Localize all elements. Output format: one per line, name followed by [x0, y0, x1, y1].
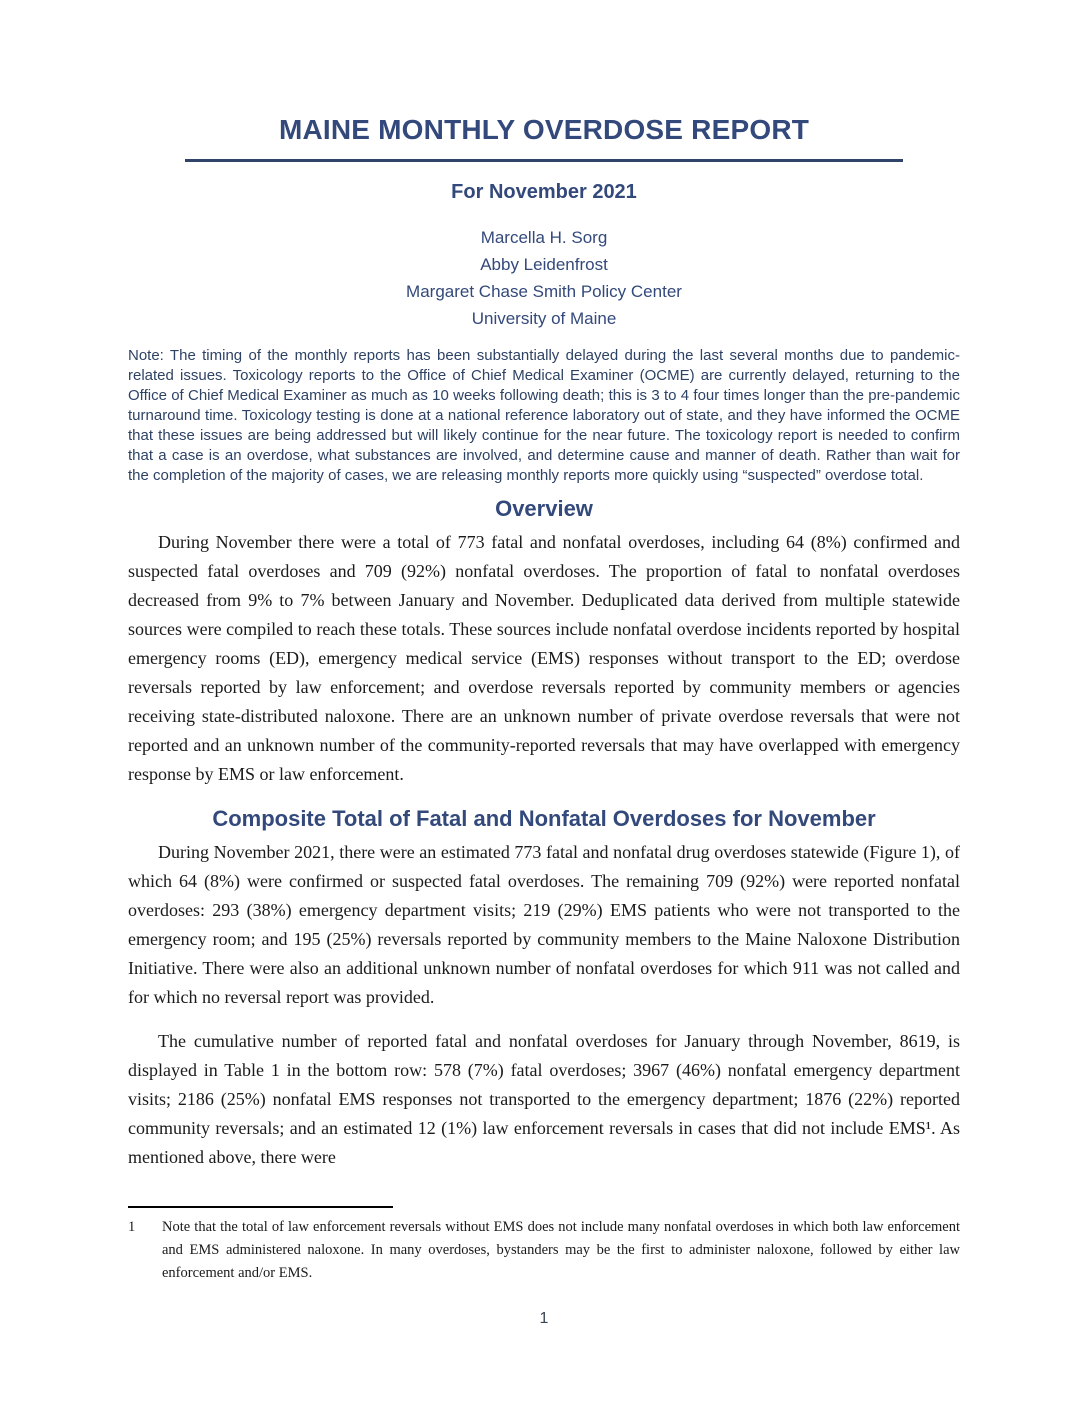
author-block — [128, 224, 960, 332]
footnote-area — [128, 1206, 960, 1285]
composite-paragraph-2: The cumulative number of reported fatal and nonfatal overdoses for January through November, 8619, is displayed in Table 1 in the bottom row: 578 (7%) fatal overdoses; 3967 (46%) nonfatal emergency department visits; 2186 (25%) nonfatal EMS responses not transported to the emergency department; 1876 (22%) reported community reversals; and an estimated 12 (1%) law enforcement reversals in cases that did not include EMS¹. As mentioned above, there were — [128, 1031, 960, 1167]
author-line-4: University of Maine — [471, 309, 617, 328]
page-number: 1 — [539, 1310, 549, 1327]
footnote — [128, 1216, 960, 1285]
footnote-separator-rule — [128, 1206, 393, 1208]
composite-paragraph-1: During November 2021, there were an estimated 773 fatal and nonfatal drug overdoses statewide (Figure 1), of which 64 (8%) were confirmed or suspected fatal overdoses. The remaining 709 (92%) were reported nonfatal overdoses: 293 (38%) emergency department visits; 219 (29%) EMS patients who were not transported to the emergency room; and 195 (25%) reversals reported by community members to the Maine Naloxone Distribution Initiative. There were also an additional unknown number of nonfatal overdoses for which 911 was not called and for which no reversal report was provided. — [128, 842, 960, 1007]
report-subtitle: For November 2021 — [451, 181, 637, 203]
footnote-text: Note that the total of law enforcement reversals without EMS does not include many nonfatal overdoses in which both law enforcement and EMS administered naloxone. In many overdoses, bystanders may be the first to administer naloxone, followed by either law enforcement and/or EMS. — [162, 1219, 960, 1281]
footnote-marker: 1 — [128, 1219, 136, 1235]
author-line-3: Margaret Chase Smith Policy Center — [406, 282, 682, 301]
title-divider-rule — [185, 159, 903, 162]
author-line-2: Abby Leidenfrost — [480, 255, 608, 274]
section-heading-overview: Overview — [495, 496, 593, 521]
overview-paragraph: During November there were a total of 773 fatal and nonfatal overdoses, including 64 (8%) confirmed and suspected fatal overdoses and 709 (92%) nonfatal overdoses. The proportion of fatal to nonfatal overdoses decreased from 9% to 7% between January and November. Deduplicated data derived from multiple statewide sources were compiled to reach these totals. These sources include nonfatal overdose incidents reported by hospital emergency rooms (ED), emergency medical service (EMS) responses without transport to the ED; overdose reversals reported by law enforcement; and overdose reversals reported by community members or agencies receiving state-distributed naloxone. There are an unknown number of private overdose reversals that were not reported and an unknown number of the community-reported reversals that may have overlapped with emergency response by EMS or law enforcement. — [128, 532, 960, 784]
author-line-1: Marcella H. Sorg — [480, 228, 608, 247]
section-heading-composite-total: Composite Total of Fatal and Nonfatal Overdoses for November — [212, 806, 876, 831]
report-title: MAINE MONTHLY OVERDOSE REPORT — [278, 114, 810, 145]
delay-note-paragraph: Note: The timing of the monthly reports has been substantially delayed during the last several months due to pandemic-related issues. Toxicology reports to the Office of Chief Medical Examiner (OCME) are currently delayed, returning to the Office of Chief Medical Examiner as much as 10 weeks following death; this is 3 to 4 four times longer than the pre-pandemic turnaround time. Toxicology testing is done at a national reference laboratory out of state, and they have informed the OCME that these issues are being addressed but will likely continue for the near future. The toxicology report is needed to confirm that a case is an overdose, what substances are involved, and determine cause and manner of death. Rather than wait for the completion of the majority of cases, we are releasing monthly reports more quickly using “suspected” overdose total. — [128, 347, 960, 484]
